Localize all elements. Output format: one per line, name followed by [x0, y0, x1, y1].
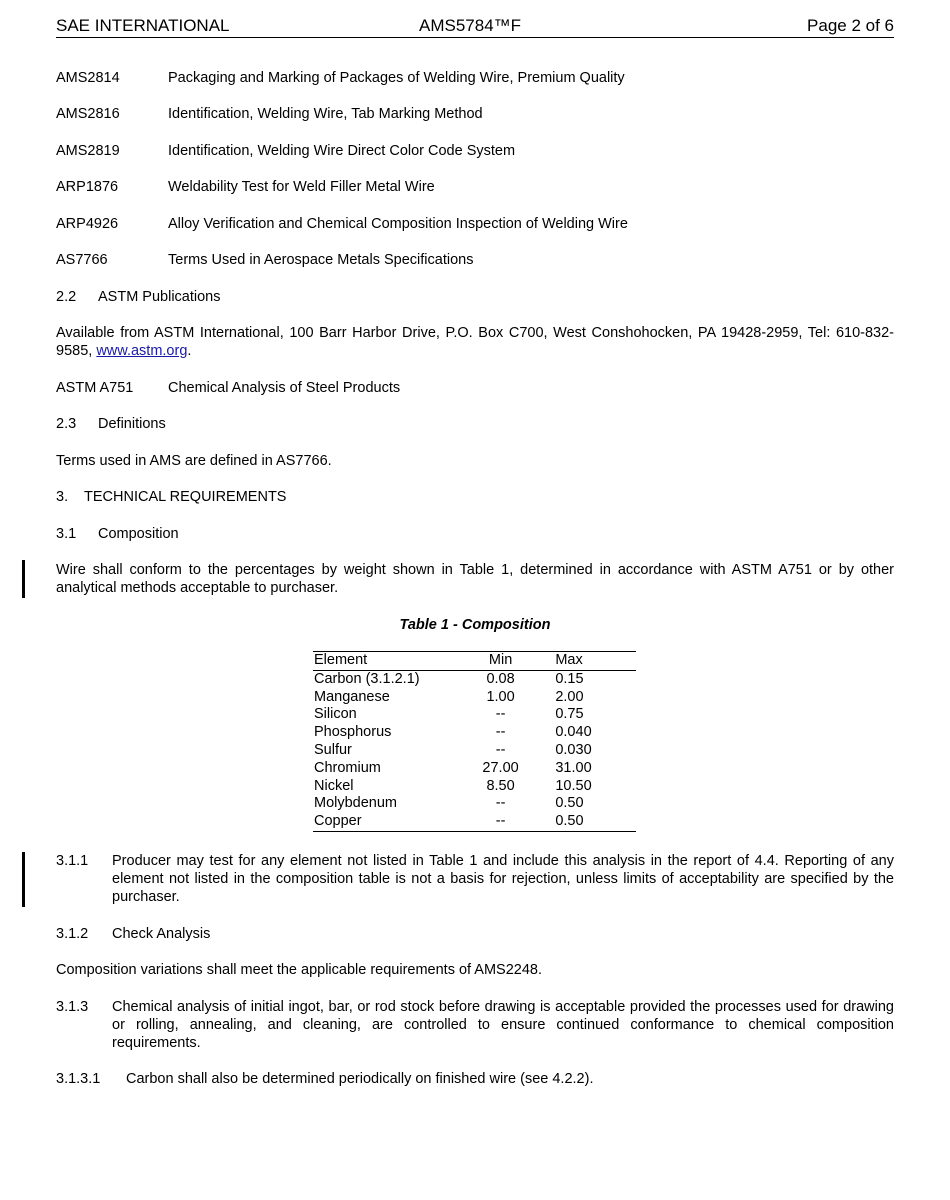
column-header-element: Element	[313, 652, 460, 671]
reference-item	[56, 178, 435, 196]
section-heading-2-3	[56, 415, 166, 433]
section-heading-3-1	[56, 525, 179, 543]
reference-title: Packaging and Marking of Packages of Welding Wire, Premium Quality	[168, 70, 625, 86]
element-cell: Nickel	[314, 777, 354, 794]
page-header	[56, 15, 894, 38]
section-number: 2.2	[56, 289, 77, 305]
max-cell: 2.00	[555, 688, 584, 705]
reference-code: ASTM A751	[56, 380, 134, 396]
reference-code: AS7766	[56, 252, 108, 268]
column-header-max: Max	[541, 652, 636, 671]
reference-code: AMS2819	[56, 143, 120, 159]
check-analysis-paragraph: Composition variations shall meet the applicable requirements of AMS2248.	[56, 962, 543, 978]
table-row	[313, 795, 636, 813]
column-header-min: Min	[460, 652, 542, 671]
max-cell: 0.15	[555, 670, 584, 687]
min-cell: 1.00	[486, 688, 515, 705]
element-cell: Manganese	[314, 688, 390, 705]
min-cell: 8.50	[486, 777, 515, 794]
max-cell: 0.040	[555, 724, 592, 741]
table-row	[313, 706, 636, 724]
section-heading-2-2	[56, 288, 221, 306]
table-row	[313, 813, 636, 831]
astm-availability-text: Available from ASTM International, 100 Barr Harbor Drive, P.O. Box C700, West Conshohocken, PA 19428-2959, Tel: 610-832-9585,	[56, 325, 894, 359]
section-number: 3.1	[56, 526, 77, 542]
max-cell: 10.50	[555, 777, 592, 794]
paragraph-text: Chemical analysis of initial ingot, bar, or rod stock before drawing is acceptable provided the processes used for drawing or rolling, annealing, and cleaning, are controlled to ensure continued conformance to chemical composition requirements.	[112, 999, 894, 1051]
max-cell: 0.75	[555, 706, 584, 723]
table-row	[313, 742, 636, 760]
paragraph-3-1-1	[56, 852, 894, 906]
header-doc-id: AMS5784™F	[419, 16, 522, 35]
element-cell: Molybdenum	[314, 795, 398, 812]
section-title: Check Analysis	[112, 926, 211, 942]
table-header-row	[313, 652, 636, 671]
paragraph-text: Carbon shall also be determined periodically on finished wire (see 4.2.2).	[126, 1071, 594, 1087]
astm-availability-end: .	[187, 343, 192, 359]
element-cell: Carbon (3.1.2.1)	[314, 670, 420, 687]
reference-item	[56, 105, 483, 123]
section-title: ASTM Publications	[98, 289, 221, 305]
table-row	[313, 760, 636, 778]
section-title: TECHNICAL REQUIREMENTS	[84, 489, 287, 505]
section-number: 3.1.3.1	[56, 1071, 101, 1087]
min-cell: --	[460, 813, 542, 831]
section-number: 3.	[56, 489, 69, 505]
section-title: Composition	[98, 526, 179, 542]
element-cell: Copper	[313, 813, 460, 831]
composition-paragraph: Wire shall conform to the percentages by weight shown in Table 1, determined in accordance with ASTM A751 or by other analytical methods acceptable to purchaser.	[56, 562, 894, 596]
reference-code: ARP4926	[56, 216, 119, 232]
section-number: 3.1.2	[56, 926, 89, 942]
reference-title: Chemical Analysis of Steel Products	[168, 380, 401, 396]
min-cell: --	[495, 795, 506, 812]
astm-website-link[interactable]: www.astm.org	[96, 343, 188, 359]
section-heading-3-1-2	[56, 925, 210, 943]
composition-table	[313, 651, 636, 832]
paragraph-3-1-3-1	[56, 1070, 593, 1088]
section-number: 3.1.3	[56, 999, 89, 1015]
reference-title: Identification, Welding Wire, Tab Marking Method	[168, 106, 483, 122]
min-cell: 27.00	[482, 759, 519, 776]
section-number: 3.1.1	[56, 853, 89, 869]
paragraph-3-1-3	[56, 998, 894, 1052]
reference-item	[56, 69, 625, 87]
section-number: 2.3	[56, 416, 77, 432]
table-row	[313, 778, 636, 796]
definitions-paragraph: Terms used in AMS are defined in AS7766.	[56, 453, 332, 469]
reference-item-astm	[56, 379, 400, 397]
min-cell: 0.08	[486, 670, 515, 687]
reference-title: Terms Used in Aerospace Metals Specifications	[168, 252, 474, 268]
astm-availability-paragraph	[56, 324, 894, 360]
table-row	[313, 724, 636, 742]
max-cell: 31.00	[555, 759, 592, 776]
max-cell: 0.50	[555, 795, 584, 812]
reference-code: AMS2816	[56, 106, 120, 122]
table-row	[313, 670, 636, 688]
element-cell: Sulfur	[314, 741, 352, 758]
reference-title: Alloy Verification and Chemical Composition Inspection of Welding Wire	[168, 216, 628, 232]
header-page-number: Page 2 of 6	[807, 16, 894, 35]
reference-title: Identification, Welding Wire Direct Color Code System	[168, 143, 516, 159]
table-caption: Table 1 - Composition	[399, 617, 551, 633]
section-title: Definitions	[98, 416, 166, 432]
change-bar	[22, 560, 25, 598]
change-bar	[22, 852, 25, 907]
element-cell: Silicon	[314, 706, 357, 723]
reference-item	[56, 215, 628, 233]
reference-code: ARP1876	[56, 179, 119, 195]
element-cell: Chromium	[314, 759, 381, 776]
reference-item	[56, 142, 515, 160]
min-cell: --	[495, 741, 506, 758]
reference-title: Weldability Test for Weld Filler Metal Wire	[168, 179, 435, 195]
min-cell: --	[495, 706, 506, 723]
table-row	[313, 689, 636, 707]
header-org: SAE INTERNATIONAL	[56, 16, 230, 35]
reference-code: AMS2814	[56, 70, 120, 86]
min-cell: --	[495, 724, 506, 741]
max-cell: 0.50	[541, 813, 636, 831]
reference-item	[56, 251, 473, 269]
element-cell: Phosphorus	[314, 724, 392, 741]
section-heading-3	[56, 488, 286, 506]
max-cell: 0.030	[555, 741, 592, 758]
paragraph-text: Producer may test for any element not listed in Table 1 and include this analysis in the report of 4.4. Reporting of any element not listed in the composition table is not a basis for rejection, unless limits of acceptability are specified by the purchaser.	[112, 853, 894, 905]
